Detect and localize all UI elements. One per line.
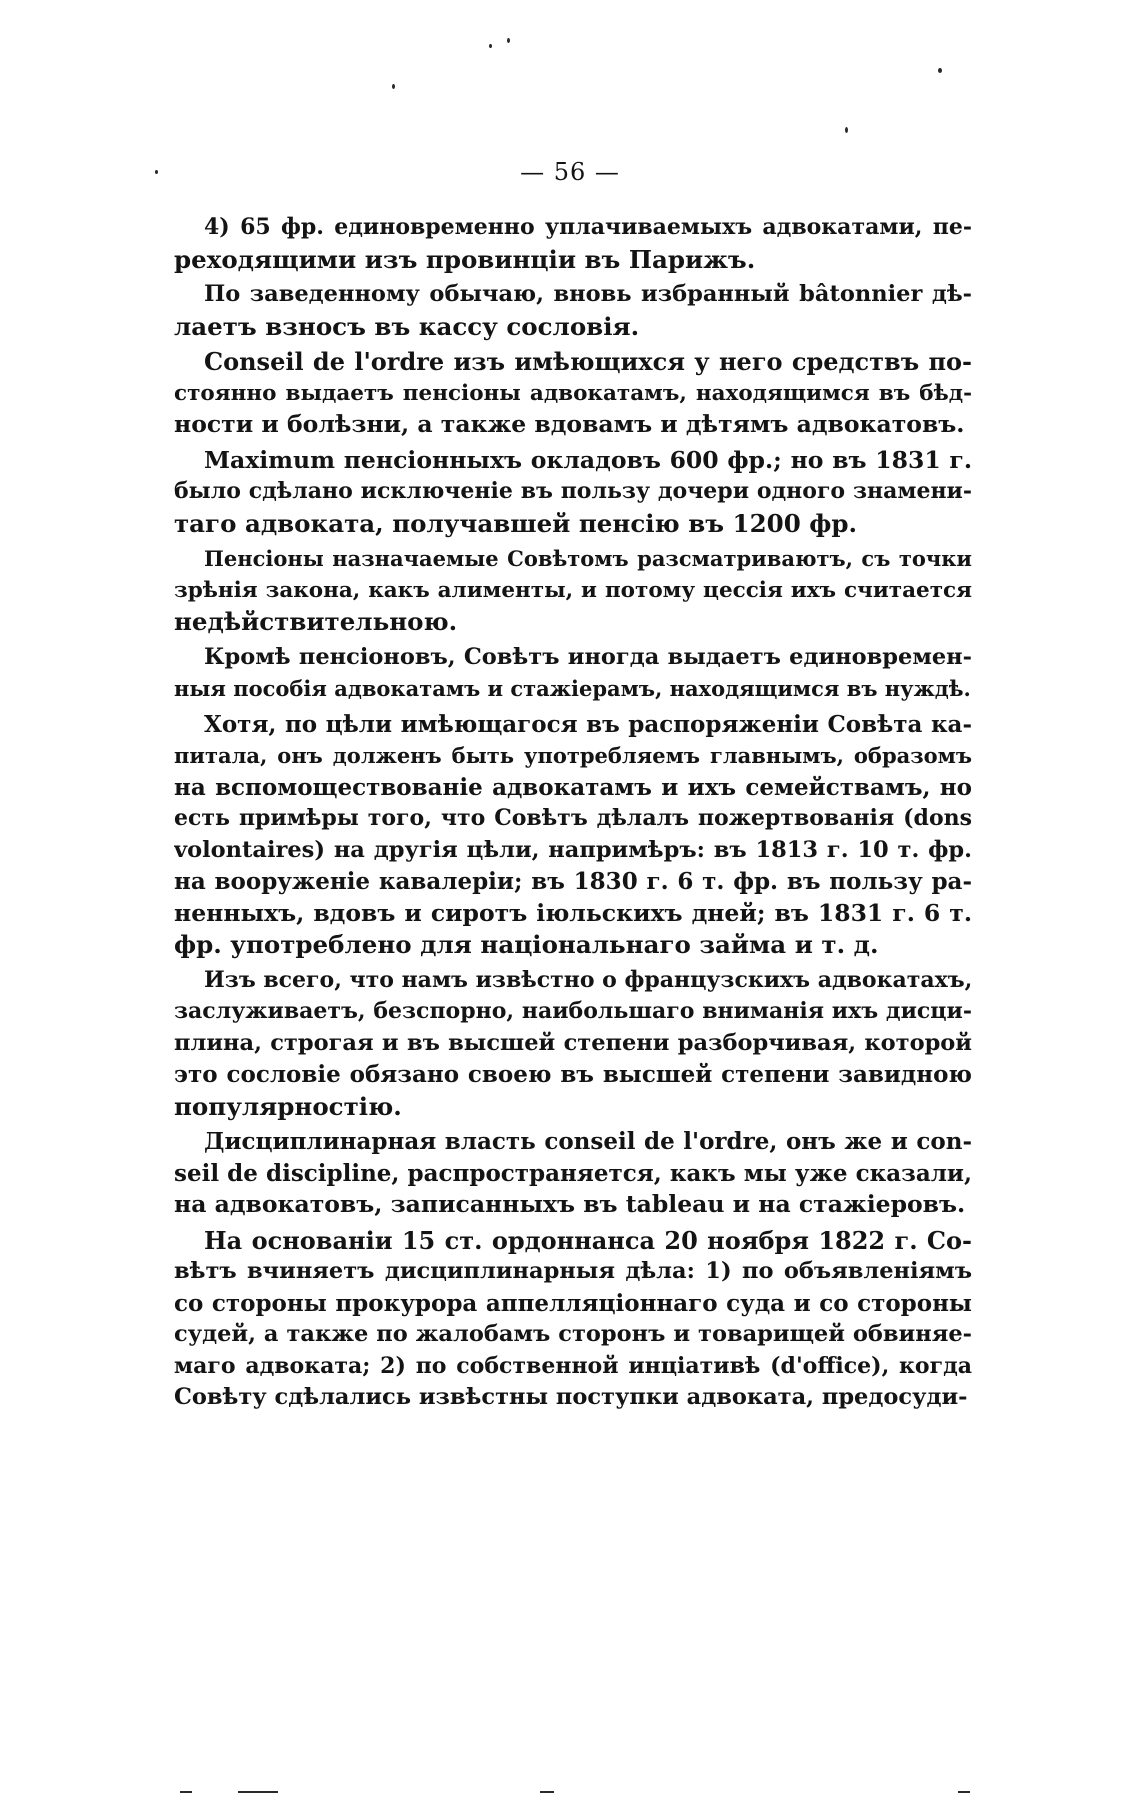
text-line: Дисциплинарная власть conseil de l'ordre, онъ же и con- <box>204 1128 972 1155</box>
text-line: Совѣту сдѣлались извѣстны поступки адвоката, предосуди- <box>174 1384 968 1410</box>
paragraph <box>174 346 972 441</box>
text-line: заслуживаетъ, безспорно, наибольшаго вниманія ихъ дисци- <box>174 998 972 1024</box>
text-line: Кромѣ пенсіоновъ, Совѣтъ иногда выдаетъ единовремен- <box>204 643 972 670</box>
scan-dash <box>958 1791 970 1793</box>
paragraph <box>174 965 972 1123</box>
text-line: зрѣнія закона, какъ алименты, и потому цессія ихъ считается <box>174 577 972 603</box>
paragraph <box>174 445 972 540</box>
text-line: ненныхъ, вдовъ и сиротъ іюльскихъ дней; въ 1831 г. 6 т. <box>174 898 972 927</box>
text-line: По заведенному обычаю, вновь избранный bâtonnier дѣ- <box>204 281 972 307</box>
text-line: плина, строгая и въ высшей степени разборчивая, которой <box>174 1029 972 1056</box>
scan-dash <box>180 1791 192 1793</box>
text-line: Conseil de l'ordre изъ имѣющихся у него средствъ по- <box>204 347 972 376</box>
text-line: 4) 65 фр. единовременно уплачиваемыхъ адвокатами, пе- <box>204 214 972 240</box>
paragraph <box>174 543 972 638</box>
text-line: реходящими изъ провинціи въ Парижъ. <box>174 244 756 274</box>
text-line: ныя пособія адвокатамъ и стажіерамъ, находящимся въ нуждѣ. <box>174 676 971 701</box>
scan-dash <box>238 1791 278 1793</box>
text-line: на вспомоществованіе адвокатамъ и ихъ семействамъ, но <box>174 773 972 801</box>
page-number: — 56 — <box>520 158 620 186</box>
text-line: seil de discipline, распространяется, какъ мы уже сказали, <box>174 1159 972 1187</box>
text-line: есть примѣры того, что Совѣтъ дѣлалъ пожертвованія (dons <box>174 805 972 831</box>
text-line: было сдѣлано исключеніе въ пользу дочери одного знамени- <box>174 478 972 504</box>
paragraph <box>174 709 972 961</box>
paragraph <box>174 212 972 275</box>
body-text <box>174 212 972 1418</box>
text-line: Maximum пенсіонныхъ окладовъ 600 фр.; но въ 1831 г. <box>204 445 972 474</box>
text-line: фр. употреблено для національнаго займа и т. д. <box>174 930 879 959</box>
text-line: таго адвоката, получавшей пенсію въ 1200 фр. <box>174 508 858 538</box>
text-line: популярностію. <box>174 1091 402 1121</box>
scan-speck <box>489 44 492 48</box>
text-line: на вооруженіе кавалеріи; въ 1830 г. 6 т. фр. въ пользу ра- <box>174 868 972 895</box>
text-line: volontaires) на другія цѣли, напримѣръ: въ 1813 г. 10 т. фр. <box>174 836 972 863</box>
text-line: На основаніи 15 ст. ордоннанса 20 ноября 1822 г. Со- <box>204 1225 972 1255</box>
text-line: вѣтъ вчиняетъ дисциплинарныя дѣла: 1) по объявленіямъ <box>174 1258 972 1284</box>
scan-speck <box>392 84 395 89</box>
text-line: на адвокатовъ, записанныхъ въ tableau и на стажіеровъ. <box>174 1190 966 1218</box>
paragraph <box>174 642 972 705</box>
text-line: Пенсіоны назначаемые Совѣтомъ разсматриваютъ, съ точки <box>204 546 972 571</box>
scan-speck <box>938 68 942 73</box>
text-line: Изъ всего, что намъ извѣстно о французскихъ адвокатахъ, <box>204 966 972 993</box>
paragraph <box>174 279 972 342</box>
text-line: маго адвоката; 2) по собственной инціативѣ (d'office), когда <box>174 1352 972 1379</box>
text-line: со стороны прокурора аппелляціоннаго суда и со стороны <box>174 1289 972 1317</box>
text-line: стоянно выдаетъ пенсіоны адвокатамъ, находящимся въ бѣд- <box>174 380 972 406</box>
text-line: питала, онъ долженъ быть употребляемъ главнымъ, образомъ <box>174 743 972 768</box>
text-line: это сословіе обязано своею въ высшей степени завидною <box>174 1061 972 1088</box>
scan-speck <box>845 127 848 133</box>
scan-dash <box>540 1791 554 1793</box>
text-line: лаетъ взносъ въ кассу сословія. <box>174 311 640 341</box>
text-line: Хотя, по цѣли имѣющагося въ распоряженіи Совѣта ка- <box>204 710 972 738</box>
text-line: судей, а также по жалобамъ сторонъ и товарищей обвиняе- <box>174 1321 972 1347</box>
text-line: недѣйствительною. <box>174 607 458 636</box>
scan-speck <box>507 38 510 43</box>
paragraph <box>174 1225 972 1414</box>
paragraph <box>174 1126 972 1221</box>
text-line: ности и болѣзни, а также вдовамъ и дѣтямъ адвокатовъ. <box>174 410 965 438</box>
